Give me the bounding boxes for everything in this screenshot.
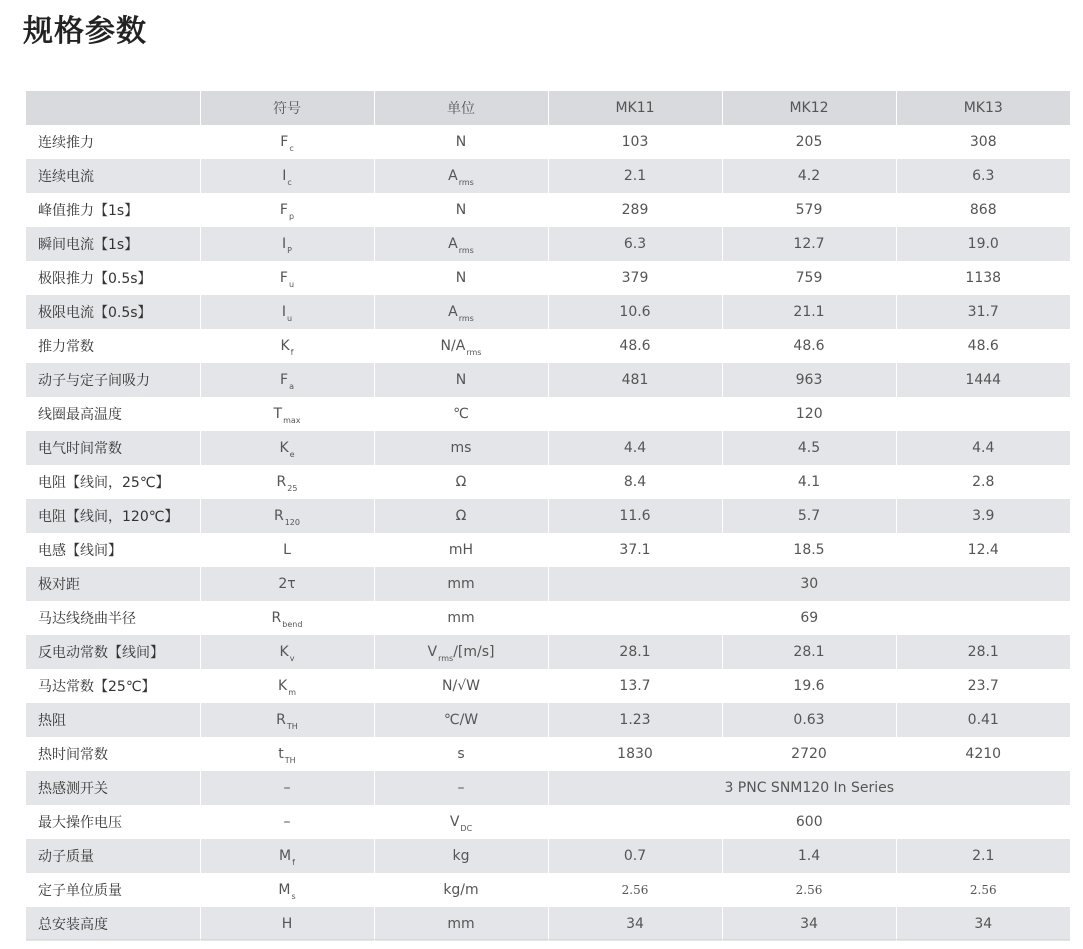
param-name: 反电动常数【线间】 [26, 635, 200, 669]
param-unit [374, 737, 548, 771]
unit-base: Ω [455, 508, 467, 524]
table-row [26, 261, 1070, 295]
symbol-subscript: bend [282, 620, 303, 629]
table-row [26, 669, 1070, 703]
value-mk11: 2.1 [548, 159, 722, 193]
value-mk12: 579 [722, 193, 896, 227]
param-name: 动子质量 [26, 839, 200, 873]
param-symbol [200, 499, 374, 533]
value-mk12: 1.4 [722, 839, 896, 873]
param-name: 极对距 [26, 567, 200, 601]
table-row [26, 227, 1070, 261]
param-unit [374, 873, 548, 907]
symbol-base: K [278, 678, 288, 694]
header-unit: 单位 [374, 91, 548, 125]
symbol-base: M [279, 848, 292, 864]
param-unit [374, 363, 548, 397]
spec-table [26, 91, 1070, 941]
param-unit [374, 533, 548, 567]
symbol-base: R [273, 508, 284, 524]
param-name: 连续电流 [26, 159, 200, 193]
param-symbol [200, 159, 374, 193]
param-symbol [200, 465, 374, 499]
param-symbol [200, 329, 374, 363]
value-mk12: 5.7 [722, 499, 896, 533]
symbol-subscript: u [287, 314, 293, 323]
unit-base: V [427, 644, 438, 660]
unit-subscript: DC [460, 824, 473, 833]
value-mk11: 1.23 [548, 703, 722, 737]
value-mk11: 11.6 [548, 499, 722, 533]
param-name: 极限推力【0.5s】 [26, 261, 200, 295]
symbol-subscript: P [287, 246, 292, 255]
unit-base: N [455, 270, 467, 286]
param-unit [374, 431, 548, 465]
value-mk12: 19.6 [722, 669, 896, 703]
param-symbol [200, 363, 374, 397]
table-row [26, 533, 1070, 567]
unit-base: N [455, 134, 467, 150]
param-name: 马达线绕曲半径 [26, 601, 200, 635]
header-mk12: MK12 [722, 91, 896, 125]
table-row [26, 397, 1070, 431]
param-unit [374, 669, 548, 703]
table-row [26, 703, 1070, 737]
param-symbol [200, 703, 374, 737]
param-symbol [200, 295, 374, 329]
symbol-subscript: c [289, 144, 294, 153]
symbol-base: M [278, 882, 291, 898]
value-mk12: 4.5 [722, 431, 896, 465]
value-mk12: 4.2 [722, 159, 896, 193]
table-row [26, 295, 1070, 329]
value-mk11: 8.4 [548, 465, 722, 499]
unit-subscript: rms [466, 348, 482, 357]
param-unit [374, 771, 548, 805]
value-mk13: 868 [896, 193, 1070, 227]
value-mk13: 19.0 [896, 227, 1070, 261]
unit-base: V [449, 814, 460, 830]
table-row [26, 805, 1070, 839]
page-title: 规格参数 [23, 14, 147, 49]
param-symbol [200, 567, 374, 601]
symbol-subscript: f [290, 348, 294, 357]
symbol-subscript: c [287, 178, 292, 187]
header-mk13: MK13 [896, 91, 1070, 125]
param-name: 最大操作电压 [26, 805, 200, 839]
header-name [26, 91, 200, 125]
value-mk13: 1444 [896, 363, 1070, 397]
merged-value: 69 [548, 601, 1070, 635]
symbol-subscript: TH [284, 756, 296, 765]
value-mk13: 2.1 [896, 839, 1070, 873]
param-unit [374, 465, 548, 499]
value-mk11: 13.7 [548, 669, 722, 703]
symbol-base: F [280, 134, 289, 150]
table-row [26, 635, 1070, 669]
unit-base: N [455, 202, 467, 218]
value-mk12: 28.1 [722, 635, 896, 669]
unit-base: A [448, 304, 458, 320]
value-mk11: 6.3 [548, 227, 722, 261]
param-unit [374, 839, 548, 873]
unit-base: mm [447, 916, 475, 932]
param-name: 极限电流【0.5s】 [26, 295, 200, 329]
param-name: 瞬间电流【1s】 [26, 227, 200, 261]
value-mk13: 1138 [896, 261, 1070, 295]
param-unit [374, 703, 548, 737]
param-unit [374, 295, 548, 329]
param-symbol [200, 907, 374, 941]
unit-base: ℃/W [443, 712, 479, 728]
value-mk11: 103 [548, 125, 722, 159]
value-mk11: 0.7 [548, 839, 722, 873]
value-mk13: 0.41 [896, 703, 1070, 737]
unit-base: ℃ [453, 406, 469, 422]
value-mk13: 34 [896, 907, 1070, 941]
unit-base: kg/m [443, 882, 479, 898]
value-mk11: 289 [548, 193, 722, 227]
param-name: 马达常数【25℃】 [26, 669, 200, 703]
param-name: 定子单位质量 [26, 873, 200, 907]
value-mk12: 205 [722, 125, 896, 159]
value-mk11: 37.1 [548, 533, 722, 567]
symbol-base: F [279, 270, 288, 286]
value-mk13: 2.8 [896, 465, 1070, 499]
value-mk12: 759 [722, 261, 896, 295]
value-mk13: 12.4 [896, 533, 1070, 567]
value-mk13: 308 [896, 125, 1070, 159]
param-symbol [200, 669, 374, 703]
param-symbol [200, 125, 374, 159]
symbol-base: K [279, 440, 289, 456]
value-mk13: 4210 [896, 737, 1070, 771]
symbol-subscript: m [288, 688, 296, 697]
symbol-base: 2τ [278, 576, 296, 592]
unit-base: mm [447, 610, 475, 626]
merged-value: 600 [548, 805, 1070, 839]
value-mk12: 4.1 [722, 465, 896, 499]
param-unit [374, 227, 548, 261]
value-mk13: 48.6 [896, 329, 1070, 363]
table-row [26, 839, 1070, 873]
table-row [26, 737, 1070, 771]
symbol-base: K [279, 644, 289, 660]
table-row [26, 329, 1070, 363]
param-symbol [200, 601, 374, 635]
value-mk11: 4.4 [548, 431, 722, 465]
header-mk11: MK11 [548, 91, 722, 125]
param-name: 电阻【线间，25℃】 [26, 465, 200, 499]
symbol-base: R [276, 474, 287, 490]
value-mk12: 2.56 [722, 873, 896, 907]
unit-subscript: rms [458, 178, 474, 187]
symbol-base: I [281, 304, 287, 320]
param-name: 线圈最高温度 [26, 397, 200, 431]
value-mk13: 6.3 [896, 159, 1070, 193]
param-symbol [200, 533, 374, 567]
table-header-row [26, 91, 1070, 125]
value-mk11: 1830 [548, 737, 722, 771]
param-name: 推力常数 [26, 329, 200, 363]
value-mk12: 12.7 [722, 227, 896, 261]
symbol-base: I [282, 168, 287, 184]
unit-tail: /[m/s] [453, 644, 495, 660]
param-unit [374, 193, 548, 227]
value-mk13: 31.7 [896, 295, 1070, 329]
table-row [26, 465, 1070, 499]
value-mk12: 34 [722, 907, 896, 941]
symbol-subscript: 25 [287, 484, 298, 493]
unit-subscript: rms [458, 314, 474, 323]
param-symbol [200, 737, 374, 771]
table-row [26, 771, 1070, 805]
table-row [26, 601, 1070, 635]
param-name: 电感【线间】 [26, 533, 200, 567]
header-symbol: 符号 [200, 91, 374, 125]
unit-subscript: rms [438, 654, 454, 663]
param-unit [374, 261, 548, 295]
symbol-subscript: p [288, 212, 295, 221]
unit-base: N/√W [442, 678, 480, 694]
param-symbol [200, 227, 374, 261]
param-name: 峰值推力【1s】 [26, 193, 200, 227]
param-unit [374, 567, 548, 601]
symbol-base: L [283, 542, 291, 558]
unit-base: s [457, 746, 465, 762]
param-unit [374, 601, 548, 635]
value-mk11: 28.1 [548, 635, 722, 669]
param-unit [374, 397, 548, 431]
unit-base: kg [452, 848, 470, 864]
unit-subscript: rms [458, 246, 474, 255]
param-unit [374, 159, 548, 193]
unit-base: mm [447, 576, 475, 592]
symbol-subscript: v [289, 654, 295, 663]
param-name: 总安装高度 [26, 907, 200, 941]
merged-value: 120 [548, 397, 1070, 431]
symbol-subscript: max [283, 416, 301, 425]
table-row [26, 499, 1070, 533]
param-symbol [200, 873, 374, 907]
symbol-base: – [283, 780, 291, 796]
param-unit [374, 499, 548, 533]
unit-base: Ω [455, 474, 467, 490]
value-mk11: 34 [548, 907, 722, 941]
table-body [26, 125, 1070, 941]
symbol-base: T [273, 406, 283, 422]
param-symbol [200, 431, 374, 465]
table-row [26, 567, 1070, 601]
table-row [26, 193, 1070, 227]
symbol-base: I [282, 236, 287, 252]
unit-base: A [448, 236, 458, 252]
table-row [26, 125, 1070, 159]
param-name: 电阻【线间，120℃】 [26, 499, 200, 533]
table-bottom-divider [26, 939, 1070, 940]
param-symbol [200, 771, 374, 805]
symbol-base: – [283, 814, 291, 830]
symbol-subscript: 120 [284, 518, 300, 527]
symbol-base: K [280, 338, 290, 354]
value-mk11: 2.56 [548, 873, 722, 907]
value-mk13: 3.9 [896, 499, 1070, 533]
unit-base: ms [450, 440, 472, 456]
value-mk11: 379 [548, 261, 722, 295]
value-mk12: 21.1 [722, 295, 896, 329]
param-symbol [200, 635, 374, 669]
value-mk12: 2720 [722, 737, 896, 771]
symbol-base: R [276, 712, 286, 728]
unit-base: – [457, 780, 465, 796]
symbol-base: t [278, 746, 284, 762]
param-symbol [200, 193, 374, 227]
value-mk13: 4.4 [896, 431, 1070, 465]
param-unit [374, 635, 548, 669]
table-row [26, 431, 1070, 465]
value-mk11: 48.6 [548, 329, 722, 363]
unit-base: mH [448, 542, 474, 558]
param-symbol [200, 839, 374, 873]
param-symbol [200, 261, 374, 295]
symbol-base: F [279, 202, 288, 218]
table-row [26, 159, 1070, 193]
unit-base: N/A [440, 338, 466, 354]
param-unit [374, 125, 548, 159]
param-unit [374, 329, 548, 363]
table-row [26, 907, 1070, 941]
symbol-base: H [281, 916, 293, 932]
table-row [26, 363, 1070, 397]
unit-base: A [448, 168, 458, 184]
value-mk13: 2.56 [896, 873, 1070, 907]
value-mk12: 48.6 [722, 329, 896, 363]
table-row [26, 873, 1070, 907]
param-name: 热感测开关 [26, 771, 200, 805]
param-symbol [200, 805, 374, 839]
symbol-subscript: s [291, 892, 296, 901]
value-mk11: 10.6 [548, 295, 722, 329]
value-mk12: 18.5 [722, 533, 896, 567]
value-mk12: 0.63 [722, 703, 896, 737]
value-mk13: 28.1 [896, 635, 1070, 669]
param-name: 热时间常数 [26, 737, 200, 771]
param-unit [374, 805, 548, 839]
param-name: 电气时间常数 [26, 431, 200, 465]
param-unit [374, 907, 548, 941]
value-mk13: 23.7 [896, 669, 1070, 703]
param-name: 热阻 [26, 703, 200, 737]
value-mk11: 481 [548, 363, 722, 397]
symbol-subscript: u [288, 280, 295, 289]
unit-base: N [455, 372, 467, 388]
symbol-base: R [271, 610, 282, 626]
merged-value: 3 PNC SNM120 In Series [548, 771, 1070, 805]
param-name: 连续推力 [26, 125, 200, 159]
symbol-subscript: e [289, 450, 295, 459]
param-symbol [200, 397, 374, 431]
symbol-subscript: f [292, 858, 295, 867]
merged-value: 30 [548, 567, 1070, 601]
symbol-base: F [280, 372, 289, 388]
value-mk12: 963 [722, 363, 896, 397]
symbol-subscript: a [289, 382, 294, 391]
param-name: 动子与定子间吸力 [26, 363, 200, 397]
symbol-subscript: TH [286, 722, 298, 731]
